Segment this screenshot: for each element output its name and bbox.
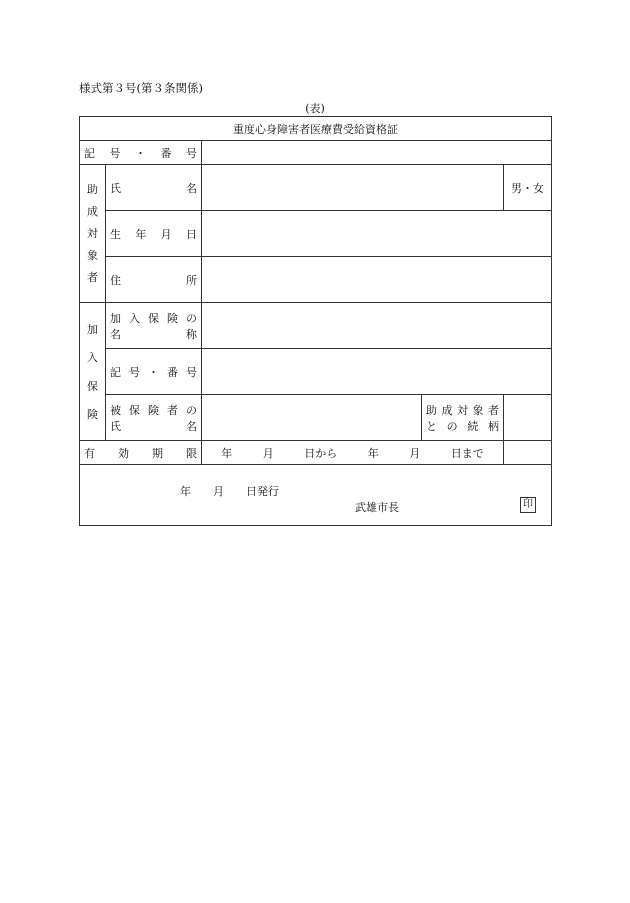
certificate-title: 重度心身障害者医療費受給資格証 bbox=[80, 117, 552, 141]
record-number-label: 記 号 ・ 番 号 bbox=[80, 141, 202, 165]
relationship-field[interactable] bbox=[504, 395, 552, 441]
record-number-field[interactable] bbox=[202, 141, 552, 165]
birthdate-field[interactable] bbox=[202, 211, 552, 257]
validity-label: 有 効 期 限 bbox=[80, 441, 202, 465]
relationship-label: 助 成 対 象 者 と の 続 柄 bbox=[422, 395, 504, 441]
address-field[interactable] bbox=[202, 257, 552, 303]
insurance-name-label: 加 入 保 険 の 名 称 bbox=[106, 303, 202, 349]
subject-group-label: 助 成 対 象 者 bbox=[80, 165, 106, 303]
gender-field[interactable]: 男・女 bbox=[504, 165, 552, 211]
insurance-group-label: 加 入 保 険 bbox=[80, 303, 106, 441]
insurance-number-label: 記 号 ・ 番 号 bbox=[106, 349, 202, 395]
validity-extra-field[interactable] bbox=[504, 441, 552, 465]
issue-date[interactable]: 年 月 日発行 bbox=[180, 485, 279, 498]
validity-period-field[interactable]: 年 月 日から 年 月 日まで bbox=[202, 441, 504, 465]
address-label: 住 所 bbox=[106, 257, 202, 303]
insurance-name-field[interactable] bbox=[202, 303, 552, 349]
insurance-number-field[interactable] bbox=[202, 349, 552, 395]
insured-name-field[interactable] bbox=[202, 395, 422, 441]
issuer-name: 武雄市長 bbox=[355, 501, 399, 514]
seal-stamp: 印 bbox=[520, 497, 536, 513]
name-field[interactable] bbox=[202, 165, 504, 211]
form-number: 様式第３号(第３条関係) bbox=[79, 81, 203, 95]
side-label: (表) bbox=[305, 102, 325, 115]
issue-section bbox=[80, 465, 552, 526]
birthdate-label: 生 年 月 日 bbox=[106, 211, 202, 257]
insured-name-label: 被 保 険 者 の 氏 名 bbox=[106, 395, 202, 441]
name-label: 氏 名 bbox=[106, 165, 202, 211]
certificate-table bbox=[79, 116, 552, 526]
